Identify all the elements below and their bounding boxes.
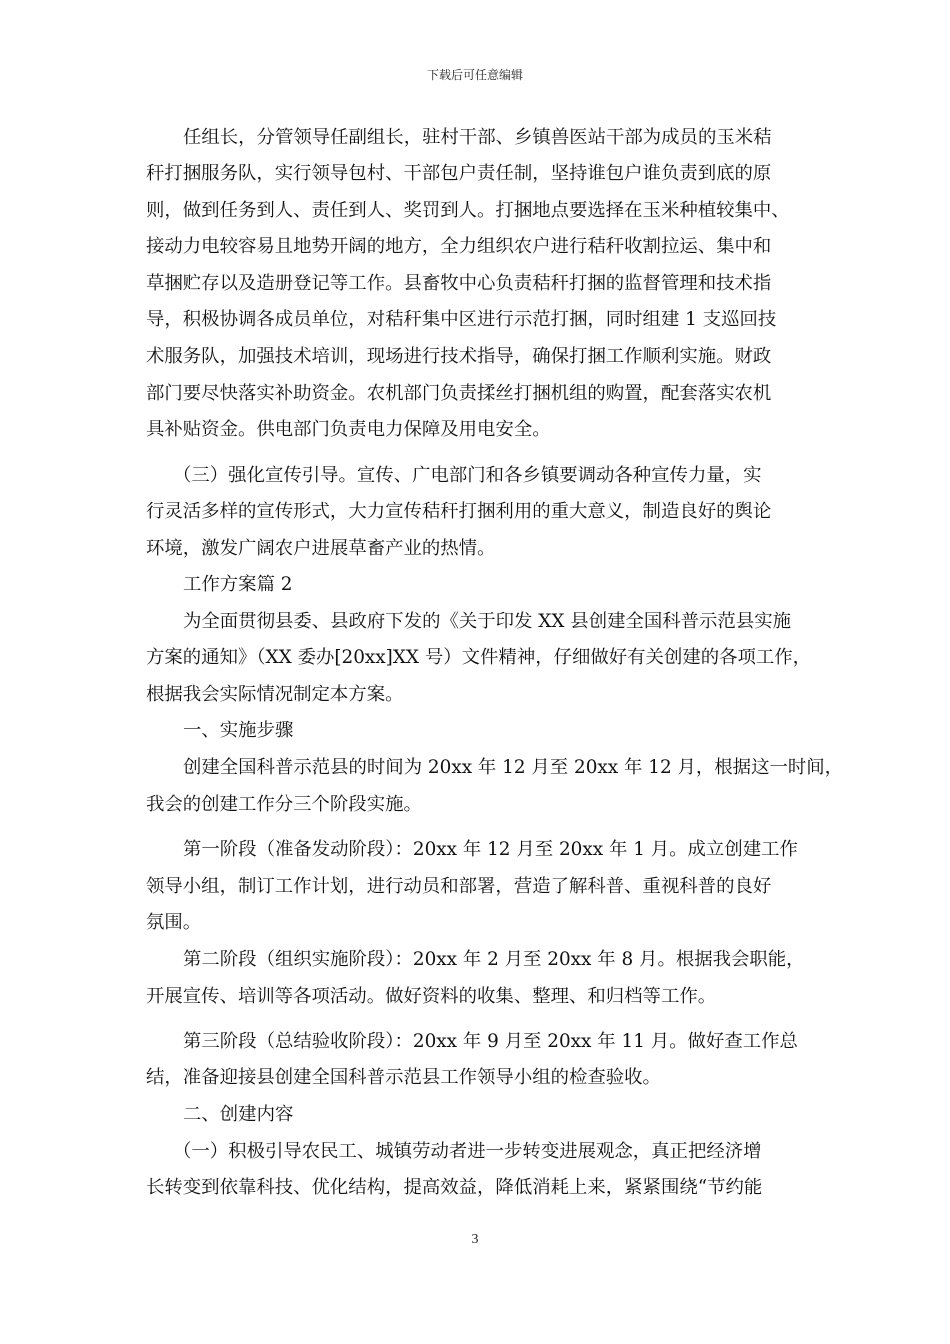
text-line: 环境，激发广阔农户进展草畜产业的热情。 — [146, 538, 496, 559]
text-line: 任组长，分管领导任副组长，驻村干部、乡镇兽医站干部为成员的玉米秸 — [183, 127, 772, 148]
text-line: 术服务队，加强技术培训，现场进行技术指导，确保打捆工作顺利实施。财政 — [146, 346, 772, 367]
text-line: 接动力电较容易且地势开阔的地方，全力组织农户进行秸秆收割拉运、集中和 — [146, 236, 772, 257]
text-line: （一）积极引导农民工、城镇劳动者进一步转变进展观念，真正把经济增 — [173, 1141, 762, 1162]
page-number: 3 — [471, 1232, 479, 1247]
text-line: 结，准备迎接县创建全国科普示范县工作领导小组的检查验收。 — [146, 1067, 661, 1088]
text-line: 则，做到任务到人、责任到人、奖罚到人。打捆地点要选择在玉米种植较集中、 — [146, 200, 790, 221]
page-header: 下载后可任意编辑 — [426, 68, 523, 82]
text-line: 开展宣传、培训等各项活动。做好资料的收集、整理、和归档等工作。 — [146, 986, 717, 1007]
heading-steps: 一、实施步骤 — [183, 720, 294, 741]
text-line: 为全面贯彻县委、县政府下发的《关于印发 XX 县创建全国科普示范县实施 — [183, 611, 791, 632]
section-title: 工作方案篇 2 — [183, 574, 293, 595]
text-line: 根据我会实际情况制定本方案。 — [146, 684, 404, 705]
text-line: （三）强化宣传引导。宣传、广电部门和各乡镇要调动各种宣传力量，实 — [173, 465, 762, 486]
text-line: 长转变到依靠科技、优化结构，提高效益，降低消耗上来，紧紧围绕“节约能 — [146, 1177, 763, 1198]
text-line: 第三阶段（总结验收阶段）：20xx 年 9 月至 20xx 年 11 月。做好查工作总 — [183, 1031, 798, 1052]
text-line: 氛围。 — [146, 912, 202, 933]
text-line: 第二阶段（组织实施阶段）：20xx 年 2 月至 20xx 年 8 月。根据我会职能， — [183, 949, 805, 970]
text-line: 草捆贮存以及造册登记等工作。县畜牧中心负责秸秆打捆的监督管理和技术指 — [146, 273, 772, 294]
text-line: 导，积极协调各成员单位，对秸秆集中区进行示范打捆，同时组建 1 支巡回技 — [146, 309, 777, 330]
text-line: 具补贴资金。供电部门负责电力保障及用电安全。 — [146, 419, 551, 440]
text-line: 创建全国科普示范县的时间为 20xx 年 12 月至 20xx 年 12 月，根据这一时间， — [183, 757, 844, 778]
text-line: 方案的通知》（XX 委办[20xx]XX 号）文件精神，仔细做好有关创建的各项工作， — [146, 647, 812, 668]
text-line: 第一阶段（准备发动阶段）：20xx 年 12 月至 20xx 年 1 月。成立创建工作 — [183, 839, 798, 860]
text-line: 我会的创建工作分三个阶段实施。 — [146, 794, 422, 815]
text-line: 秆打捆服务队，实行领导包村、干部包户责任制，坚持谁包户谁负责到底的原 — [146, 163, 772, 184]
text-line: 领导小组，制订工作计划，进行动员和部署，营造了解科普、重视科普的良好 — [146, 876, 772, 897]
heading-content: 二、创建内容 — [183, 1104, 294, 1125]
text-line: 部门要尽快落实补助资金。农机部门负责揉丝打捆机组的购置，配套落实农机 — [146, 383, 772, 404]
text-line: 行灵活多样的宣传形式，大力宣传秸秆打捆利用的重大意义，制造良好的舆论 — [146, 501, 772, 522]
